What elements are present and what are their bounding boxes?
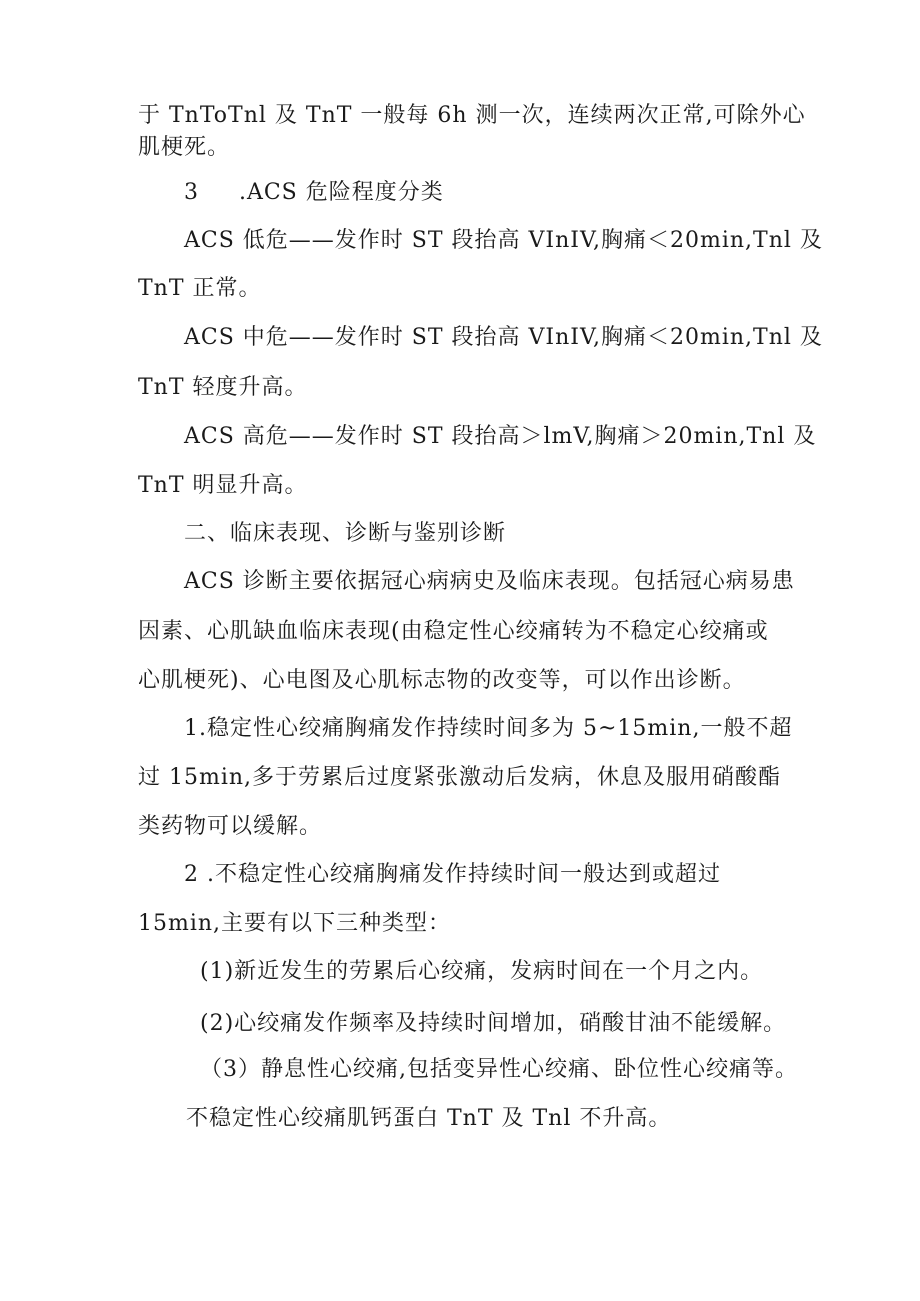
- text-line-unstable-1: 2 .不稳定性心绞痛胸痛发作持续时间一般达到或超过: [184, 862, 721, 887]
- text-line-1: 于 TnToTnl 及 TnT 一般每 6h 测一次，连续两次正常,可除外心: [138, 103, 806, 128]
- text-line-low-risk-cont: TnT 正常。: [138, 276, 262, 301]
- section-heading-acs-risk: 3 .ACS 危险程度分类: [184, 180, 444, 205]
- text-line-diagnosis-3: 心肌梗死)、心电图及心肌标志物的改变等，可以作出诊断。: [138, 668, 746, 693]
- text-line-stable-2: 过 15min,多于劳累后过度紧张激动后发病，休息及服用硝酸酯: [138, 765, 782, 790]
- text-line-final: 不稳定性心绞痛肌钙蛋白 TnT 及 Tnl 不升高。: [186, 1106, 672, 1131]
- text-line-2: 肌梗死。: [138, 135, 231, 160]
- text-line-diagnosis-2: 因素、心肌缺血临床表现(由稳定性心绞痛转为不稳定心绞痛或: [138, 619, 769, 644]
- list-item-type-1: (1)新近发生的劳累后心绞痛，发病时间在一个月之内。: [200, 959, 764, 984]
- text-line-stable-3: 类药物可以缓解。: [138, 814, 323, 839]
- text-line-stable-1: 1.稳定性心绞痛胸痛发作持续时间多为 5~15min,一般不超: [184, 716, 793, 741]
- text-line-high-risk: ACS 高危——发作时 ST 段抬高＞lmV,胸痛＞20min,Tnl 及: [184, 424, 817, 449]
- text-line-mid-risk: ACS 中危——发作时 ST 段抬高 VInIV,胸痛＜20min,Tnl 及: [184, 325, 823, 350]
- text-line-mid-risk-cont: TnT 轻度升高。: [138, 375, 308, 400]
- list-item-type-3: （3）静息性心绞痛,包括变异性心绞痛、卧位性心绞痛等。: [200, 1057, 798, 1082]
- text-line-high-risk-cont: TnT 明显升高。: [138, 473, 308, 498]
- list-item-type-2: (2)心绞痛发作频率及持续时间增加，硝酸甘油不能缓解。: [200, 1011, 787, 1036]
- text-line-low-risk: ACS 低危——发作时 ST 段抬高 VInIV,胸痛＜20min,Tnl 及: [184, 228, 823, 253]
- section-heading-clinical: 二、临床表现、诊断与鉴别诊断: [184, 521, 507, 546]
- text-line-unstable-2: 15min,主要有以下三种类型：: [138, 911, 452, 936]
- text-line-diagnosis-1: ACS 诊断主要依据冠心病病史及临床表现。包括冠心病易患: [184, 569, 795, 594]
